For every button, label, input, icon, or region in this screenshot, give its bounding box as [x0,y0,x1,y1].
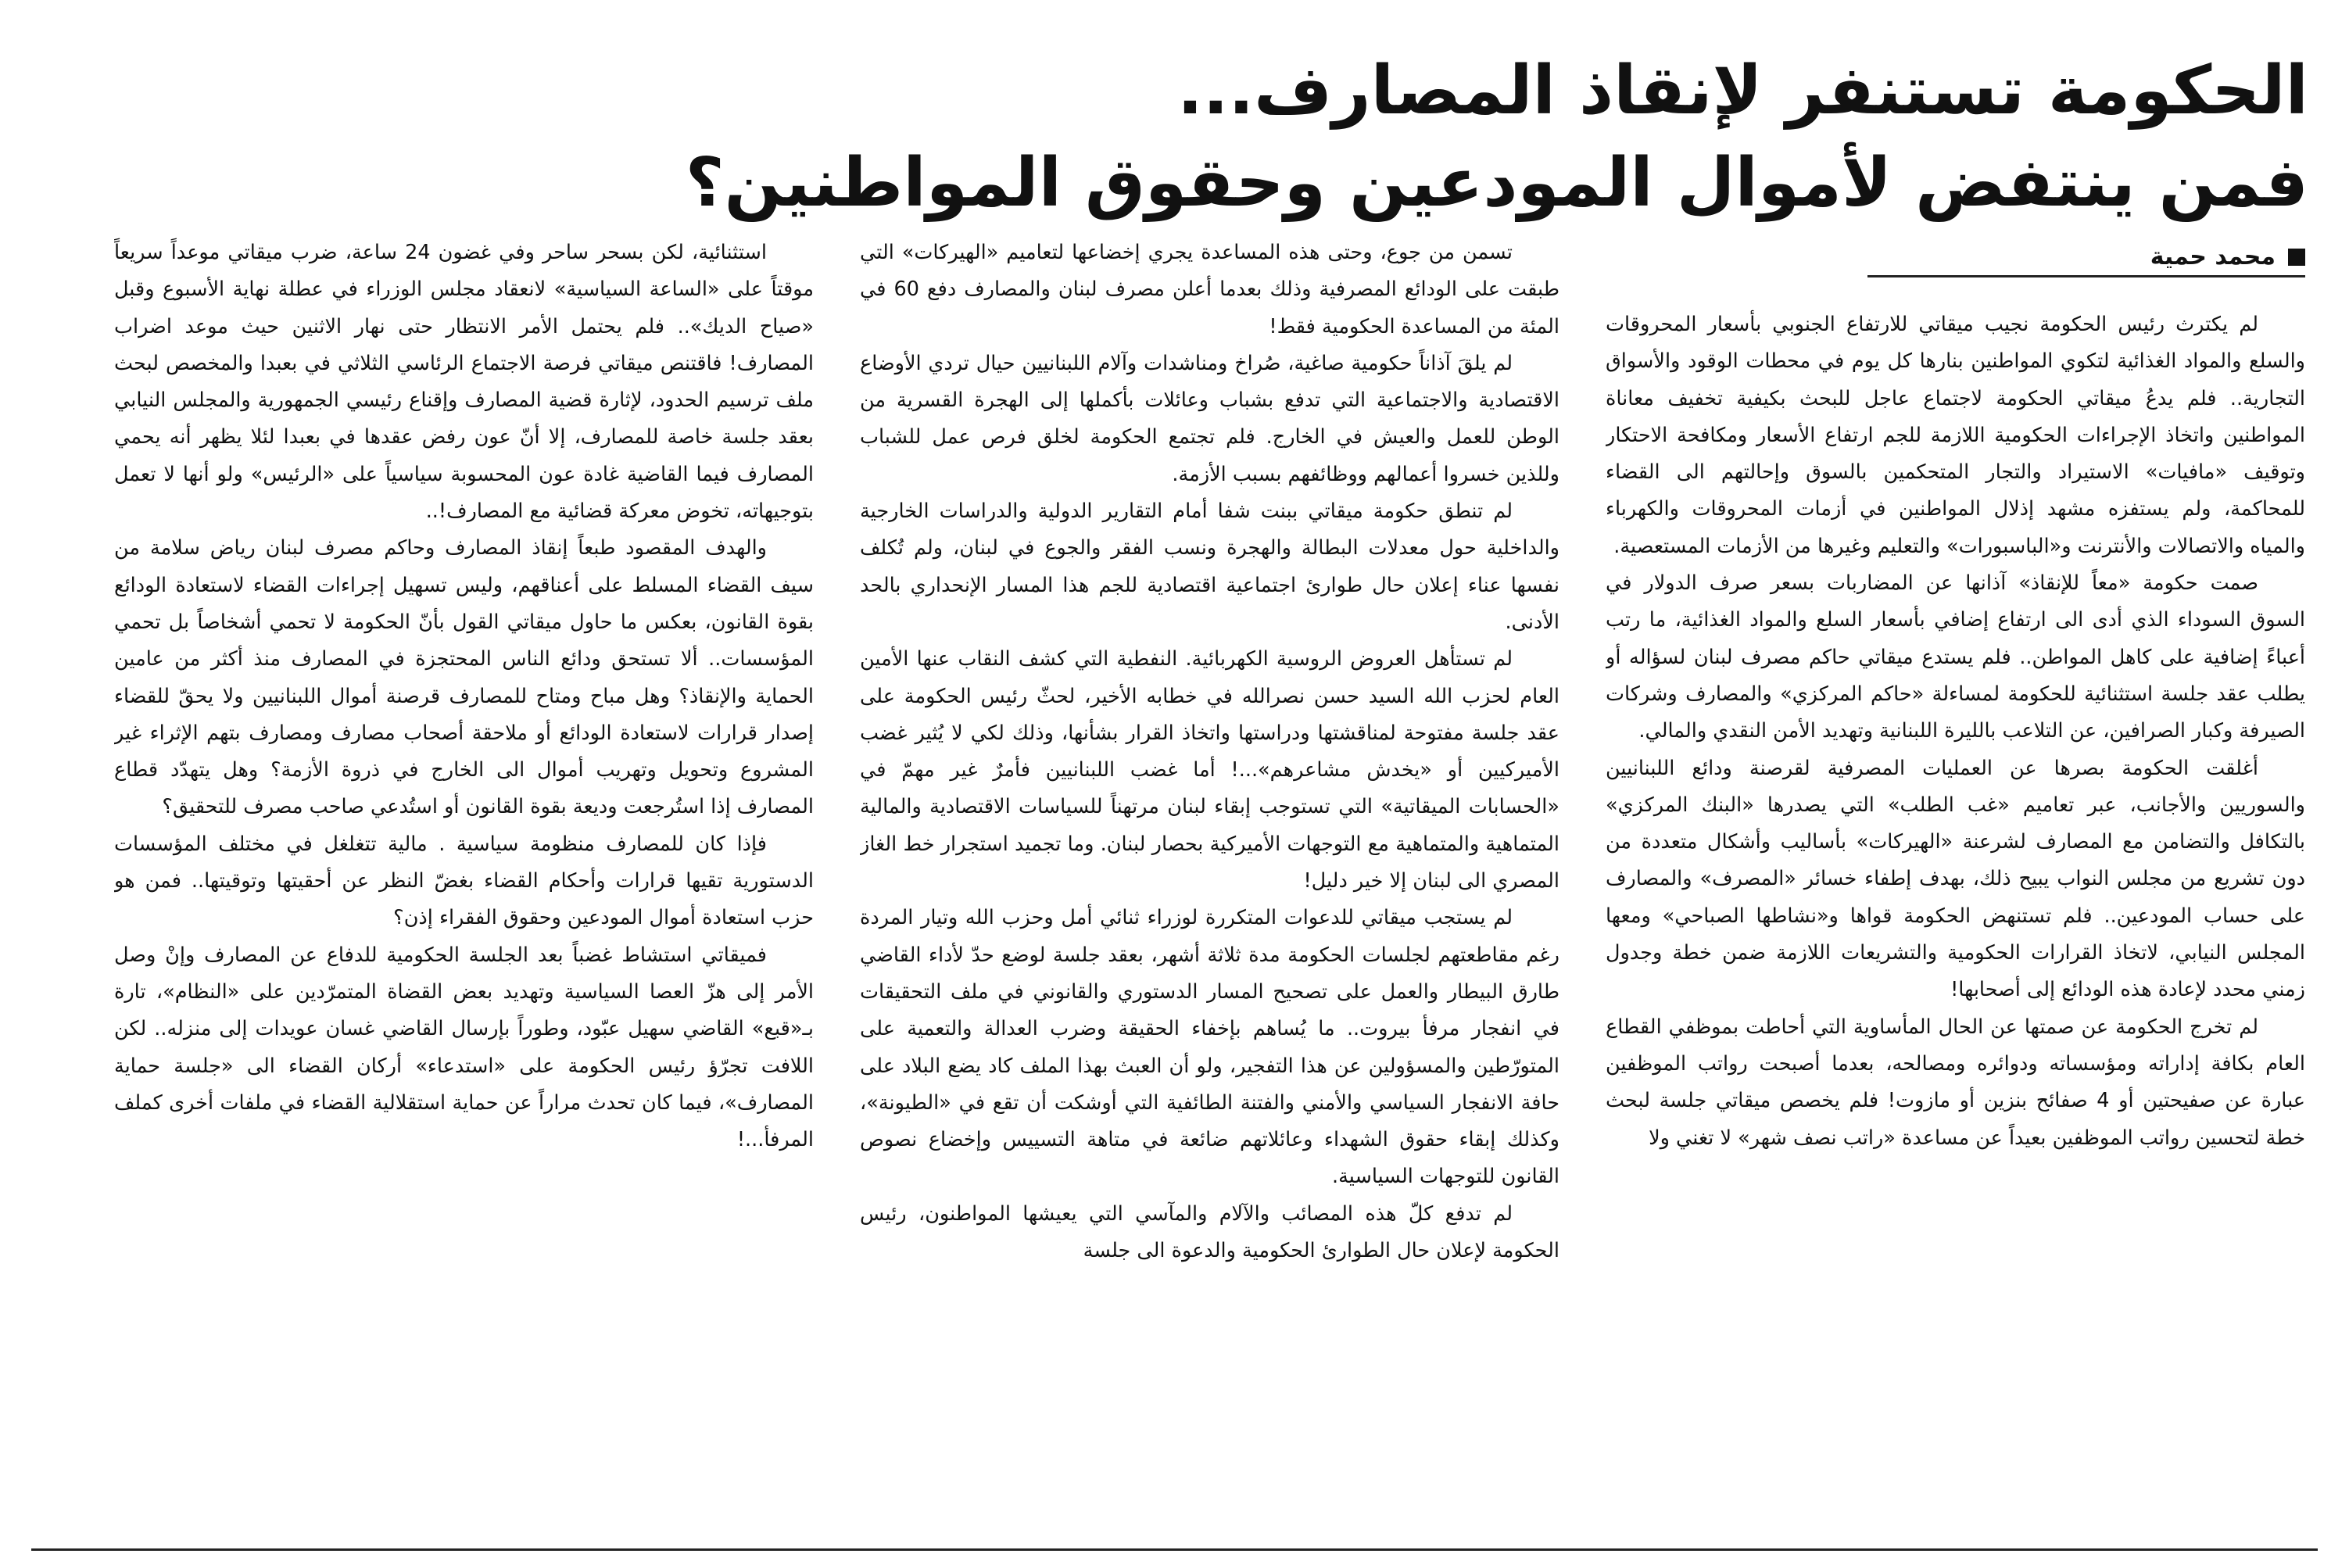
article-headline [276,45,2308,229]
paragraph: أغلقت الحكومة بصرها عن العمليات المصرفية لقرصنة ودائع اللبنانيين والسوريين والأجانب، عبر تعاميم «غب الطلب» التي يصدرها «البنك المركزي» بالتكافل والتضامن مع المصارف لشرعنة «الهيركات» بأساليب وأشكال متعددة من دون تشريع من مجلس النواب يبيح ذلك، بهدف إطفاء خسائر «المصرف» والمصارف على حساب المودعين.. فلم تستنهض الحكومة قواها و«نشاطها الصباحي» ومعها المجلس النيابي، لاتخاذ القرارات الحكومية والتشريعات اللازمة ضمن خطة وجدول زمني محدد لإعادة هذه الودائع إلى أصحابها! [1606,756,2305,1002]
headline-line-2: فمن ينتفض لأموال المودعين وحقوق المواطنين؟ [685,144,2308,223]
paragraph: لم تخرج الحكومة عن صمتها عن الحال المأساوية التي أحاطت بموظفي القطاع العام بكافة إداراته ومؤسساته ودوائره ومصالحه، بعدما أصبحت رواتب الموظفين عبارة عن صفيحتين أو 4 صفائح بنزين أو مازوت! فلم يخصص ميقاتي جلسة لبحث خطة لتحسين رواتب الموظفين بعيداً عن مساعدة «راتب نصف شهر» لا تغني ولا [1606,1015,2305,1150]
paragraph: لم تستأهل العروض الروسية الكهربائية. النفطية التي كشف النقاب عنها الأمين العام لحزب الله السيد حسن نصرالله في خطابه الأخير، لحثّ رئيس الحكومة على عقد جلسة مفتوحة لمناقشتها ودراستها واتخاذ القرار بشأنها، وذلك لكي لا يُثير غضب الأميركيين أو «يخدش مشاعرهم»...! أما غضب اللبنانيين فأمرٌ غير مهمّ في «الحسابات الميقاتية» التي تستوجب إبقاء لبنان مرتهناً للسياسات الاقتصادية والمالية المتماهية والمتماهية مع التوجهات الأميركية بحصار لبنان. وما تجميد استجرار خط الغاز المصري الى لبنان إلا خير دليل! [860,647,1559,893]
byline [1867,239,2305,277]
headline-line-1: الحكومة تستنفر لإنقاذ المصارف... [1177,52,2308,131]
paragraph: لم تدفع كلّ هذه المصائب والآلام والمآسي التي يعيشها المواطنون، رئيس الحكومة لإعلان حال الطوارئ الحكومية والدعوة الى جلسة [860,1201,1559,1263]
paragraph: لم تنطق حكومة ميقاتي ببنت شفا أمام التقارير الدولية والدراسات الخارجية والداخلية حول معدلات البطالة والهجرة ونسب الفقر والجوع في لبنان، ولم تُكلف نفسها عناء إعلان حال طوارئ اجتماعية اقتصادية للجم هذا المسار الإنحداري بالحد الأدنى. [860,499,1559,634]
paragraph: فإذا كان للمصارف منظومة سياسية . مالية تتغلغل في مختلف المؤسسات الدستورية تقيها قرارات وأحكام القضاء بغضّ النظر عن أحقيتها وتوقيتها.. فمن هو حزب استعادة أموال المودعين وحقوق الفقراء إذن؟ [114,832,814,930]
article-column-3 [114,234,814,1516]
author-name: محمد حمية [2150,243,2276,270]
article-column-1 [1606,306,2305,1516]
paragraph: تسمن من جوع، وحتى هذه المساعدة يجري إخضاعها لتعاميم «الهيركات» التي طبقت على الودائع المصرفية وذلك بعدما أعلن مصرف لبنان والمصارف دفع 60 في المئة من المساعدة الحكومية فقط! [860,241,1559,338]
paragraph: لم يكترث رئيس الحكومة نجيب ميقاتي للارتفاع الجنوبي بأسعار المحروقات والسلع والمواد الغذائية لتكوي المواطنين بنارها كل يوم في محطات الوقود والأسواق التجارية.. فلم يدعُ ميقاتي الحكومة لاجتماع عاجل للبحث بكيفية تخفيف معاناة المواطنين واتخاذ الإجراءات الحكومية اللازمة للجم ارتفاع الأسعار ومكافحة الاحتكار وتوقيف «مافيات» الاستيراد والتجار المتحكمين بالسوق وإحالتهم الى القضاء للمحاكمة، ولم يستفزه مشهد إذلال المواطنين في أزمات المحروقات والكهرباء والمياه والاتصالات والأنترنت و«الباسبورات» والتعليم وغيرها من الأزمات المستعصية. [1606,313,2305,558]
byline-square-icon [2288,249,2305,266]
article-column-2 [860,234,1559,1516]
paragraph: والهدف المقصود طبعاً إنقاذ المصارف وحاكم مصرف لبنان رياض سلامة من سيف القضاء المسلط على أعناقهم، وليس تسهيل إجراءات القضاء لاستعادة الودائع بقوة القانون، بعكس ما حاول ميقاتي القول بأنّ الحكومة لا تحمي أشخاصاً بل تحمي المؤسسات.. ألا تستحق ودائع الناس المحتجزة في المصارف منذ أكثر من عامين الحماية والإنقاذ؟ وهل مباح ومتاح للمصارف قرصنة أموال اللبنانيين ولا يحقّ للقضاء إصدار قرارات لاستعادة الودائع أو ملاحقة أصحاب مصارف ومصارف بتهم الإثراء غير المشروع وتحويل وتهريب أموال الى الخارج في ذروة الأزمة؟ وهل يتهدّد قطاع المصارف إذا استُرجعت وديعة بقوة القانون أو استُدعي صاحب مصرف للتحقيق؟ [114,536,814,819]
paragraph: لم يستجب ميقاتي للدعوات المتكررة لوزراء ثنائي أمل وحزب الله وتيار المردة رغم مقاطعتهم لجلسات الحكومة مدة ثلاثة أشهر، بعقد جلسة لوضع حدّ لأداء القاضي طارق البيطار والعمل على تصحيح المسار الدستوري والقانوني في ملف التحقيقات في انفجار مرفأ بيروت.. ما يُساهم بإخفاء الحقيقة وضرب العدالة والتعمية على المتورّطين والمسؤولين عن هذا التفجير، ولو أن العبث بهذا الملف كاد يضع البلاد على حافة الانفجار السياسي والأمني والفتنة الطائفية التي أوشكت أن تقع في «الطيونة»، وكذلك إبقاء حقوق الشهداء وعائلاتهم ضائعة في متاهة التسييس وإخضاع نصوص القانون للتوجهات السياسية. [860,906,1559,1189]
paragraph: استثنائية، لكن بسحر ساحر وفي غضون 24 ساعة، ضرب ميقاتي موعداً سريعاً موقتاً على «الساعة السياسية» لانعقاد مجلس الوزراء في عطلة نهاية الأسبوع وقبل «صياح الديك».. فلم يحتمل الأمر الانتظار حتى نهار الاثنين حيث موعد اضراب المصارف! فاقتنص ميقاتي فرصة الاجتماع الرئاسي الثلاثي في بعبدا والمخصص لبحث ملف ترسيم الحدود، لإثارة قضية المصارف وإقناع رئيسي الجمهورية والمجلس النيابي بعقد جلسة خاصة للمصارف، إلا أنّ عون رفض عقدها في بعبدا لئلا يظهر أنه يحمي المصارف فيما القاضية غادة عون المحسوبة سياسياً على «الرئيس» ولو أنها لا تعمل بتوجيهاته، تخوض معركة قضائية مع المصارف!.. [114,241,814,524]
paragraph: صمت حكومة «معاً للإنقاذ» آذانها عن المضاربات بسعر صرف الدولار في السوق السوداء الذي أدى الى ارتفاع إضافي بأسعار السلع والمواد الغذائية، ما رتب أعباءً إضافية على كاهل المواطن.. فلم يستدع ميقاتي حاكم مصرف لبنان لسؤاله أو يطلب عقد جلسة استثنائية للحكومة لمساءلة «حاكم المركزي» والمصارف وشركات الصيرفة وكبار الصرافين، عن التلاعب بالليرة اللبنانية وتهديد الأمن النقدي والمالي. [1606,571,2305,743]
paragraph: لم يلقَ آذاناً حكومية صاغية، صُراخ ومناشدات وآلام اللبنانيين حيال تردي الأوضاع الاقتصادية والاجتماعية التي تدفع بشباب وعائلات بأكملها إلى الهجرة القسرية من الوطن للعمل والعيش في الخارج. فلم تجتمع الحكومة لخلق فرص عمل للشباب وللذين خسروا أعمالهم ووظائفهم بسبب الأزمة. [860,351,1559,486]
paragraph: فميقاتي استشاط غضباً بعد الجلسة الحكومية للدفاع عن المصارف وإنْ وصل الأمر إلى هزّ العصا السياسية وتهديد بعض القضاة المتمرّدين على «النظام»، تارة بـ«قبع» القاضي سهيل عبّود، وطوراً بإرسال القاضي غسان عويدات إلى منزله.. لكن اللافت تجرّؤ رئيس الحكومة على «استدعاء» أركان القضاء الى «جلسة حماية المصارف»، فيما كان تحدث مراراً عن حماية استقلالية القضاء في ملفات أخرى كملف المرفأ...! [114,943,814,1152]
bottom-rule [31,1548,2318,1551]
